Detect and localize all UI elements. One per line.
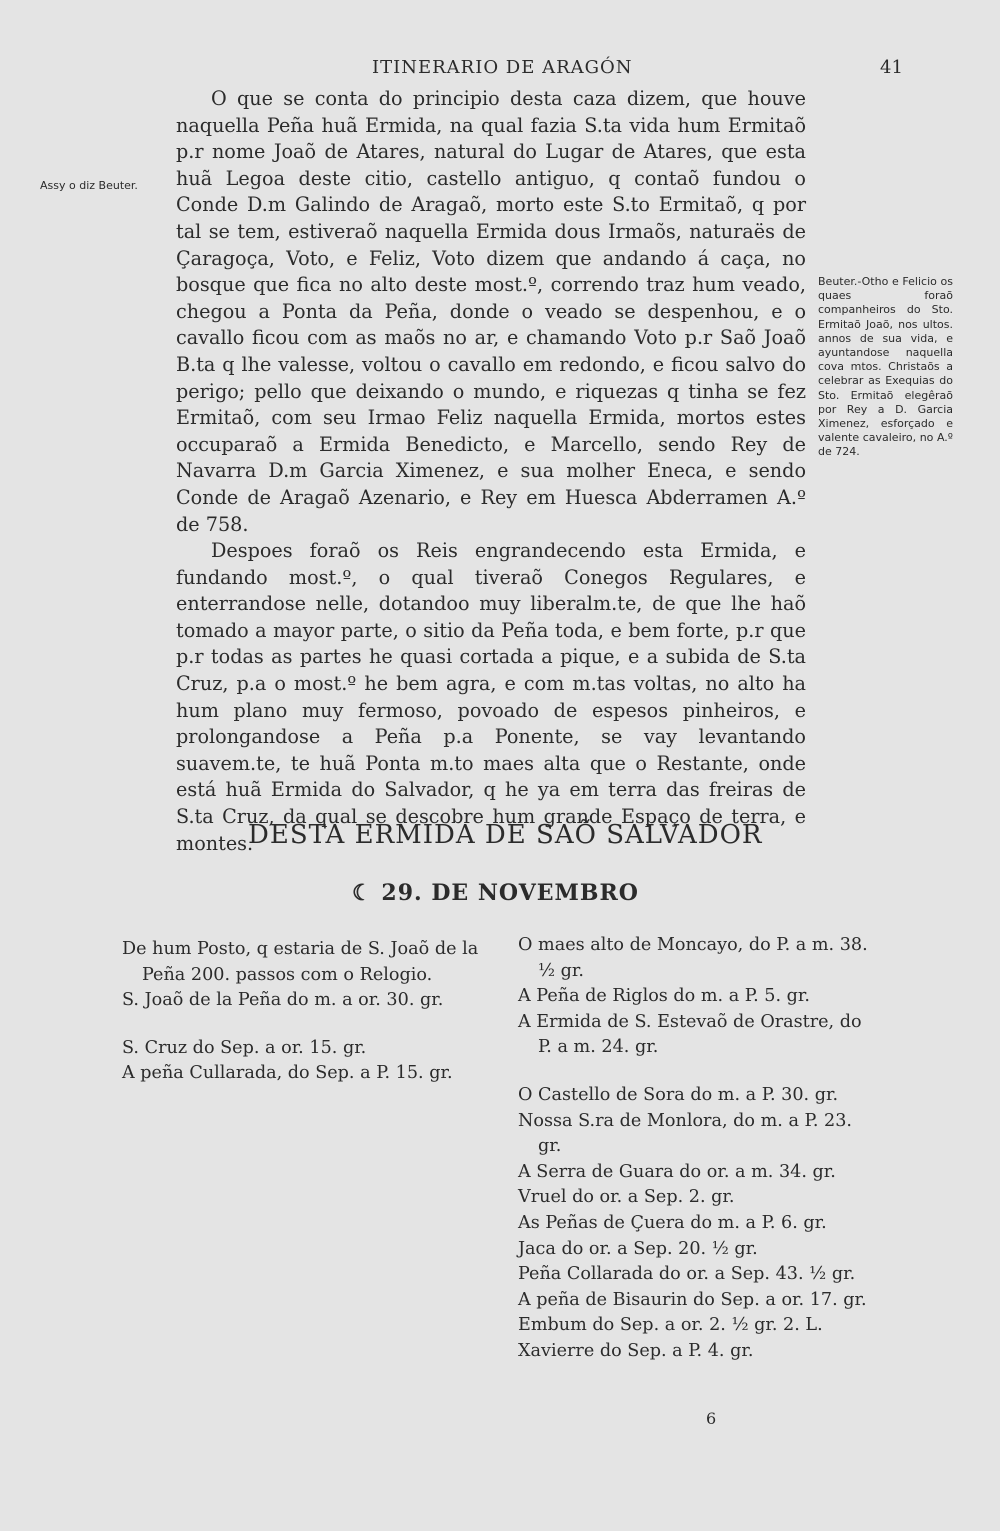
bearing-entry: A peña Cullarada, do Sep. a P. 15. gr. bbox=[122, 1063, 453, 1084]
paragraph-1: O que se conta do principio desta caza dizem, que houve naquella Peña huã Ermida, na qual fazia S.ta vida hum Ermitaõ p.r nome Joaõ de Atares, natural do Lugar de Atares, que esta huã Legoa deste citio, castello antiguo, q contaõ fundou o Conde D.m Galindo de Aragaõ, morto este S.to Ermitaõ, q por tal se tem, estiveraõ naquella Ermida dous Irmaõs, naturaës de Çaragoça, Voto, e Feliz, Voto dizem que andando á caça, no bosque que fica no alto deste most.º, correndo traz hum veado, chegou a Ponta da Peña, donde o veado se despenhou, e o cavallo ficou com as maõs no ar, e chamando Voto p.r Saõ Joaõ B.ta q lhe valesse, voltou o cavallo em redondo, e ficou salvo do perigo; pello que deixando o mundo, e riquezas q tinha se fez Ermitaõ, com seu Irmao Feliz naquella Ermida, mortos estes occuparaõ a Ermida Benedicto, e Marcello, sendo Rey de Navarra D.m Garcia Ximenez, e sua molher Eneca, e sendo Conde de Aragaõ Azenario, e Rey em Huesca Abderramen A.º de 758. bbox=[176, 87, 806, 536]
bearing-entry: As Peñas de Çuera do m. a P. 6. gr. bbox=[518, 1212, 827, 1233]
bearing-entry: Vruel do or. a Sep. 2. gr. bbox=[518, 1187, 735, 1208]
body-text bbox=[176, 86, 806, 857]
section-date: ☾ 29. DE NOVEMBRO bbox=[352, 880, 639, 906]
bearing-entry: Xavierre do Sep. a P. 4. gr. bbox=[518, 1340, 754, 1361]
bearing-entry: Peña Collarada do or. a Sep. 43. ½ gr. bbox=[518, 1264, 856, 1285]
bearing-entry: A Ermida de S. Estevaõ de Orastre, do P. a m. 24. gr. bbox=[518, 1011, 862, 1058]
bearings-left-column bbox=[122, 937, 482, 1087]
page-number: 41 bbox=[880, 57, 903, 78]
running-header-title: ITINERARIO DE ARAGÓN bbox=[372, 57, 633, 78]
bearing-entry: O Castello de Sora do m. a P. 30. gr. bbox=[518, 1084, 839, 1105]
spacer bbox=[518, 1061, 878, 1083]
bearing-entry: De hum Posto, q estaria de S. Joaõ de la Peña 200. passos com o Relogio. bbox=[122, 939, 479, 985]
section-title: DESTA ERMIDA DE SAÕ SALVADOR bbox=[248, 820, 763, 850]
bearing-entry: Nossa S.ra de Monlora, do m. a P. 23. gr. bbox=[518, 1110, 852, 1157]
margin-note-left: Assy o diz Beuter. bbox=[40, 179, 138, 192]
bearing-entry: A Serra de Guara do or. a m. 34. gr. bbox=[518, 1161, 836, 1182]
bearings-right-column bbox=[518, 933, 878, 1365]
bearing-entry: Jaca do or. a Sep. 20. ½ gr. bbox=[518, 1238, 758, 1259]
bearing-entry: Embum do Sep. a or. 2. ½ gr. 2. L. bbox=[518, 1315, 823, 1336]
signature-mark: 6 bbox=[706, 1409, 717, 1428]
bearing-entry: A Peña de Riglos do m. a P. 5. gr. bbox=[518, 986, 810, 1007]
bearing-entry: S. Joaõ de la Peña do m. a or. 30. gr. bbox=[122, 990, 444, 1011]
bearing-entry: A peña de Bisaurin do Sep. a or. 17. gr. bbox=[518, 1289, 867, 1310]
margin-note-right: Beuter.-Otho e Felicio os quaes foraõ companheiros do Sto. Ermitaõ Joaõ, nos ultos. annos de sua vida, e ayuntandose naquella cova mtos. Christaõs a celebrar as Exequias do Sto. Ermitaõ elegêraõ por Rey a D. Garcia Ximenez, esforçado e valente cavaleiro, no A.º de 724. bbox=[818, 275, 953, 459]
bearing-entry: O maes alto de Moncayo, do P. a m. 38. ½ gr. bbox=[518, 935, 868, 981]
bearing-entry: S. Cruz do Sep. a or. 15. gr. bbox=[122, 1037, 367, 1058]
spacer bbox=[122, 1014, 482, 1036]
paragraph-2: Despoes foraõ os Reis engrandecendo esta Ermida, e fundando most.º, o qual tiveraõ Conegos Regulares, e enterrandose nelle, dotandoo muy liberalm.te, de que lhe haõ tomado a mayor parte, o sitio da Peña toda, e bem forte, p.r que p.r todas as partes he quasi cortada a pique, e a subida de S.ta Cruz, p.a o most.º he bem agra, e com m.tas voltas, no alto ha hum plano muy fermoso, povoado de espesos pinheiros, e prolongandose a Peña p.a Ponente, se vay levantando suavem.te, te huã Ponta m.to maes alta que o Restante, onde está huã Ermida do Salvador, q he ya em terra das freiras de S.ta Cruz, da qual se descobre hum grande Espaço de terra, e montes. bbox=[176, 539, 806, 855]
